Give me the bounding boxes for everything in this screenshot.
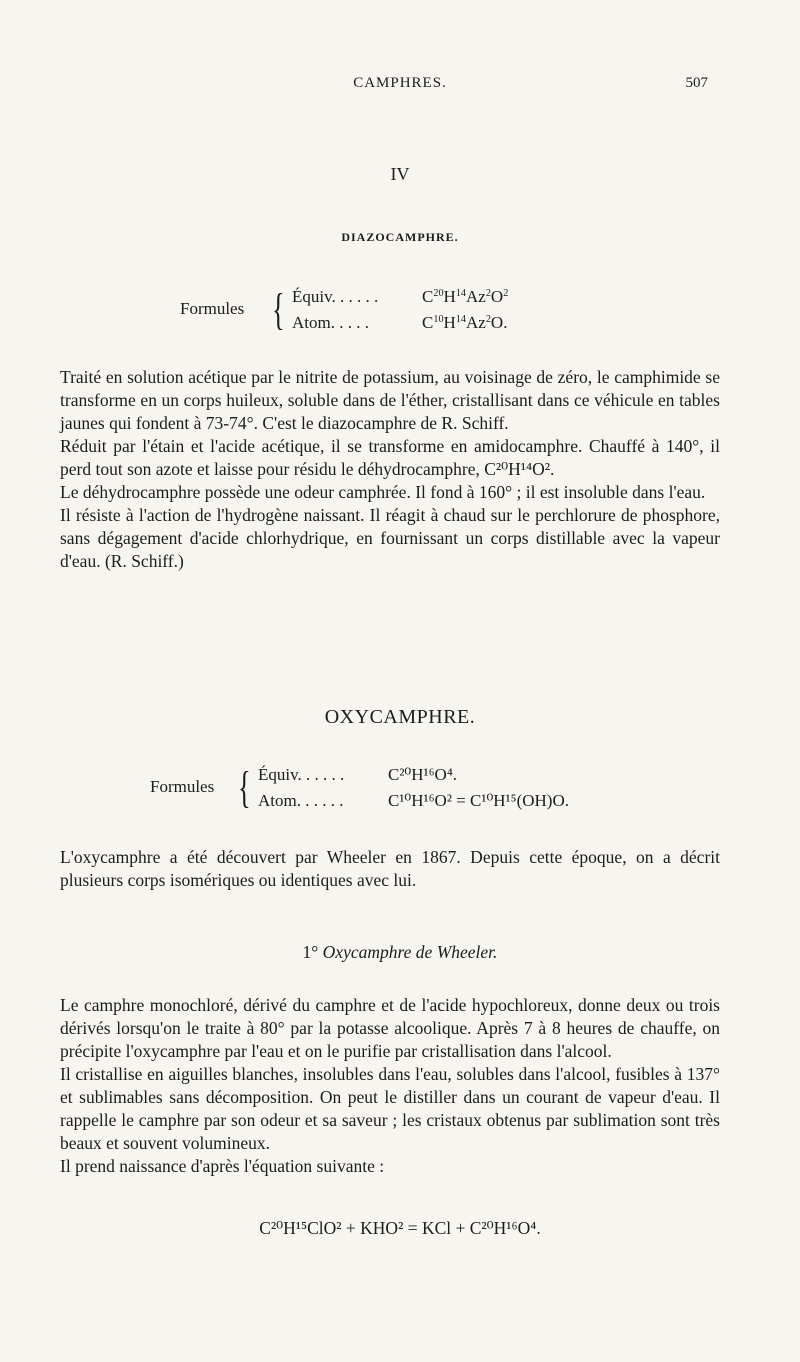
subheading-number: 1° <box>302 942 319 962</box>
page-number: 507 <box>685 75 708 91</box>
formula-row-equiv: Équiv. . . . . . $C^{20}H^{14}Az^2O^2$ <box>292 287 509 306</box>
subheading-title: Oxycamphre de Wheeler. <box>322 942 498 962</box>
chemical-equation: C²⁰H¹⁵ClO² + KHO² = KCl + C²⁰H¹⁶O⁴. <box>259 1218 541 1238</box>
oxycamphre-intro <box>60 846 720 892</box>
brace-glyph: { <box>238 763 251 812</box>
paragraph: Réduit par l'étain et l'acide acétique, il se transforme en amidocamphre. Chauffé à 140°, il perd tout son azote et laisse pour résidu le déhydrocamphre, C²⁰H¹⁴O². <box>60 436 720 479</box>
paragraph: L'oxycamphre a été découvert par Wheeler en 1867. Depuis cette époque, on a décrit plusieurs corps isomériques ou identiques avec lui. <box>60 847 720 890</box>
heading-oxycamphre: OXYCAMPHRE. <box>324 706 476 728</box>
brace-glyph: { <box>272 285 285 334</box>
formula-label: Formules <box>150 777 215 796</box>
diazocamphre-text <box>60 366 720 573</box>
wheeler-text <box>60 994 720 1178</box>
formula-block-oxycamphre <box>150 760 670 820</box>
paragraph: Il prend naissance d'après l'équation suivante : <box>60 1156 385 1176</box>
paragraph: Il cristallise en aiguilles blanches, insolubles dans l'eau, solubles dans l'alcool, fusibles à 137° et sublimables sans décomposition. On peut le distiller dans un courant de vapeur d'eau. Il rappelle le camphre par son odeur et sa saveur ; les cristaux obtenus par sublimation sont très beaux et souvent volumineux. <box>60 1064 720 1153</box>
paragraph: Le déhydrocamphre possède une odeur camphrée. Il fond à 160° ; il est insoluble dans l'eau. <box>60 482 706 502</box>
formula-row-atom: Atom. . . . . $C^{10}H^{14}Az^2O$. <box>292 313 508 332</box>
formula-row-equiv: Équiv. . . . . . C²⁰H¹⁶O⁴. <box>258 765 458 784</box>
subheading-wheeler <box>0 942 800 963</box>
running-title: CAMPHRES. <box>353 75 447 91</box>
paragraph: Il résiste à l'action de l'hydrogène naissant. Il réagit à chaud sur le perchlorure de phosphore, sans dégagement d'acide chlorhydrique, en fournissant un corps distillable avec la vapeur d'eau. (R. Schiff.) <box>60 505 720 571</box>
formula-label: Formules <box>180 299 245 318</box>
formula-block-diazocamphre <box>180 282 600 342</box>
section-title: DIAZOCAMPHRE. <box>341 230 459 244</box>
paragraph: Traité en solution acétique par le nitrite de potassium, au voisinage de zéro, le camphimide se transforme en un corps huileux, soluble dans de l'éther, cristallisant dans ce véhicule en tables jaunes qui fondent à 73-74°. C'est le diazocamphre de R. Schiff. <box>60 367 720 433</box>
formula-row-atom: Atom. . . . . . C¹⁰H¹⁶O² = C¹⁰H¹⁵(OH)O. <box>258 791 569 810</box>
paragraph: Le camphre monochloré, dérivé du camphre et de l'acide hypochloreux, donne deux ou trois dérivés lorsqu'on le traite à 80° par la potasse alcoolique. Après 7 à 8 heures de chauffe, on précipite l'oxycamphre par l'eau et on le purifie par cristallisation dans l'alcool. <box>60 995 720 1061</box>
section-number: IV <box>390 164 410 184</box>
